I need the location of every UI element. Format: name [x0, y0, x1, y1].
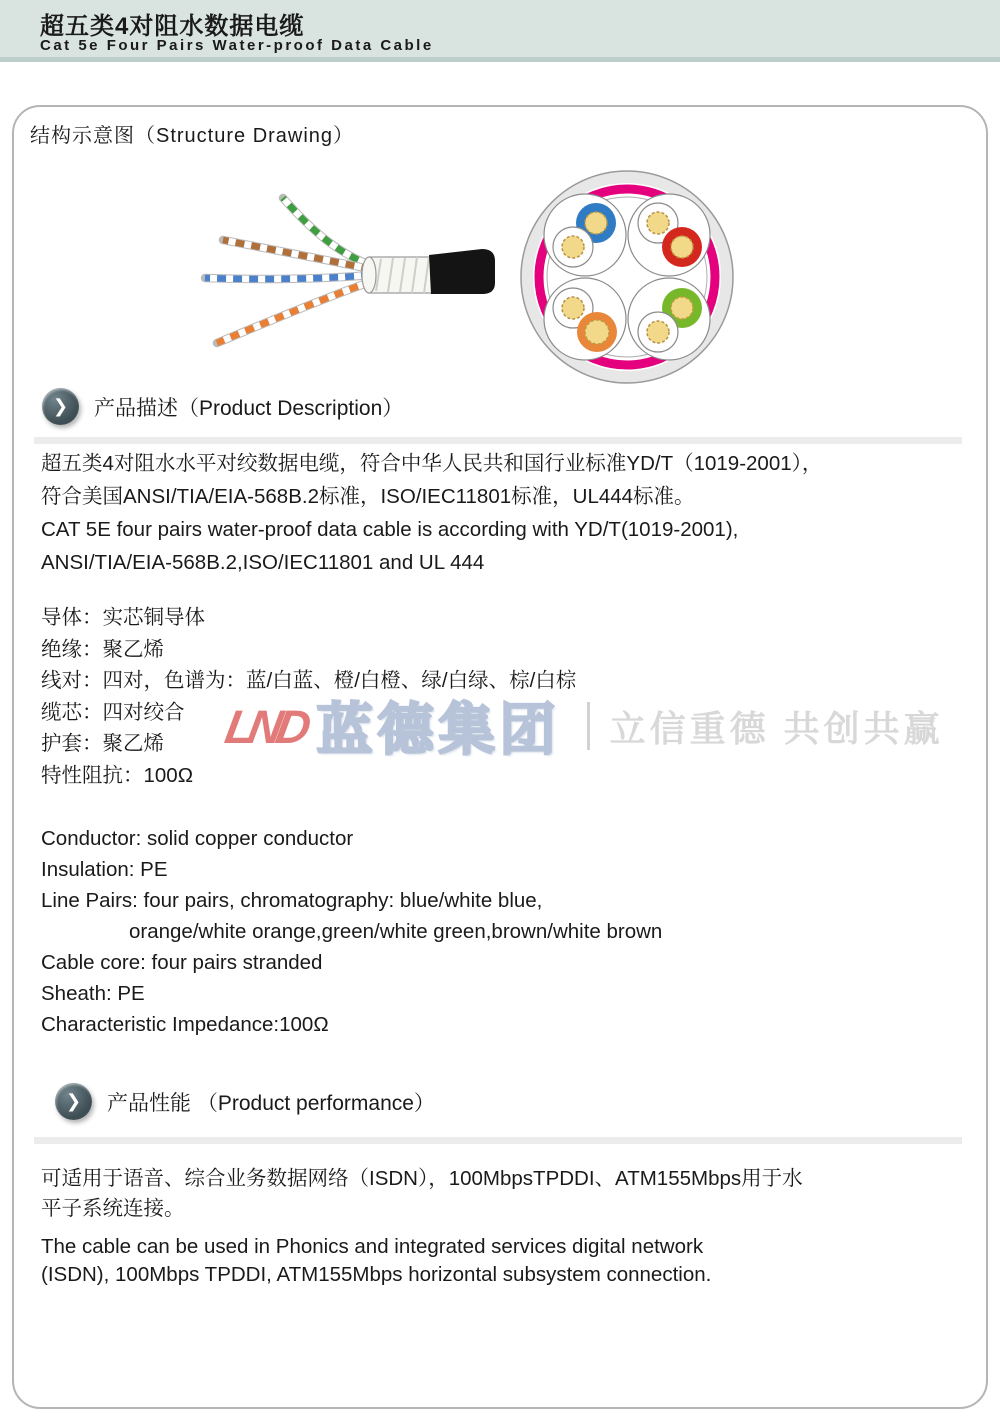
spec-item: 绝缘：聚乙烯	[41, 637, 164, 661]
performance-paragraph-en	[41, 1233, 711, 1289]
section-divider	[34, 1137, 962, 1144]
wire-white-green	[638, 312, 678, 352]
spec-item: 缆芯：四对绞合	[41, 700, 185, 724]
cable-cross-section-image	[512, 162, 742, 392]
section-divider	[34, 437, 962, 444]
spec-item: Conductor: solid copper conductor	[41, 827, 354, 850]
description-line: 符合美国ANSI/TIA/EIA-568B.2标准，ISO/IEC11801标准，UL444标准。	[41, 485, 695, 508]
product-description-header	[42, 388, 403, 425]
wire-orange	[577, 312, 617, 352]
page-header	[0, 0, 1000, 62]
cable-inner-sheath	[362, 257, 433, 293]
spec-item: orange/white orange,green/white green,brown/white brown	[129, 920, 663, 943]
twisted-pair-blue	[205, 275, 370, 279]
performance-line: 平子系统连接。	[41, 1197, 185, 1220]
spec-item: 特性阻抗：100Ω	[41, 763, 194, 787]
wire-white-blue	[553, 227, 593, 267]
product-description-title: 产品描述（Product Description）	[94, 396, 404, 420]
watermark-separator	[587, 702, 590, 750]
structure-drawing-heading: 结构示意图（Structure Drawing）	[30, 125, 355, 147]
description-line: ANSI/TIA/EIA-568B.2,ISO/IEC11801 and UL 444	[41, 551, 485, 574]
twisted-pair-orange	[217, 281, 373, 343]
spec-item: Characteristic Impedance:100Ω	[41, 1013, 329, 1036]
performance-line: (ISDN), 100Mbps TPDDI, ATM155Mbps horizontal subsystem connection.	[41, 1263, 712, 1286]
spec-item: 护套：聚乙烯	[41, 732, 164, 755]
spec-list-en	[41, 823, 662, 1040]
spec-item: Insulation: PE	[41, 858, 168, 881]
spec-item: Line Pairs: four pairs, chromatography: blue/white blue,	[41, 889, 543, 912]
spec-list-zh	[41, 602, 576, 791]
performance-paragraph-zh	[41, 1164, 803, 1224]
page-title-en: Cat 5e Four Pairs Water-proof Data Cable	[40, 37, 434, 54]
description-line: CAT 5E four pairs water-proof data cable is according with YD/T(1019-2001),	[41, 518, 739, 541]
watermark-company-name: 蓝德集团	[316, 698, 561, 761]
description-line: 超五类4对阻水水平对绞数据电缆，符合中华人民共和国行业标准YD/T（1019-2001），	[41, 452, 823, 475]
spec-item: 导体：实芯铜导体	[41, 606, 205, 629]
watermark-slogan: 立信重德 共创共赢	[609, 707, 944, 749]
product-performance-header	[55, 1083, 435, 1120]
product-performance-title: 产品性能 （Product performance）	[107, 1091, 435, 1115]
performance-line: The cable can be used in Phonics and integrated services digital network	[41, 1235, 704, 1258]
chevron-circle-icon: ❯	[55, 1083, 92, 1120]
description-paragraph	[41, 447, 822, 579]
cable-side-view-image	[177, 160, 497, 380]
cable-outer-jacket	[429, 249, 495, 294]
chevron-circle-icon: ❯	[42, 388, 79, 425]
content-box	[12, 105, 988, 1409]
wire-red	[662, 227, 702, 267]
spec-item: Sheath: PE	[41, 982, 145, 1005]
page-title-zh: 超五类4对阻水数据电缆	[40, 13, 305, 40]
performance-line: 可适用于语音、综合业务数据网络（ISDN），100MbpsTPDDI、ATM155Mbps用于水	[41, 1167, 803, 1190]
spec-item: 线对：四对，色谱为：蓝/白蓝、橙/白橙、绿/白绿、棕/白棕	[41, 669, 577, 692]
land-logo: LND	[221, 699, 310, 753]
spec-item: Cable core: four pairs stranded	[41, 951, 323, 974]
